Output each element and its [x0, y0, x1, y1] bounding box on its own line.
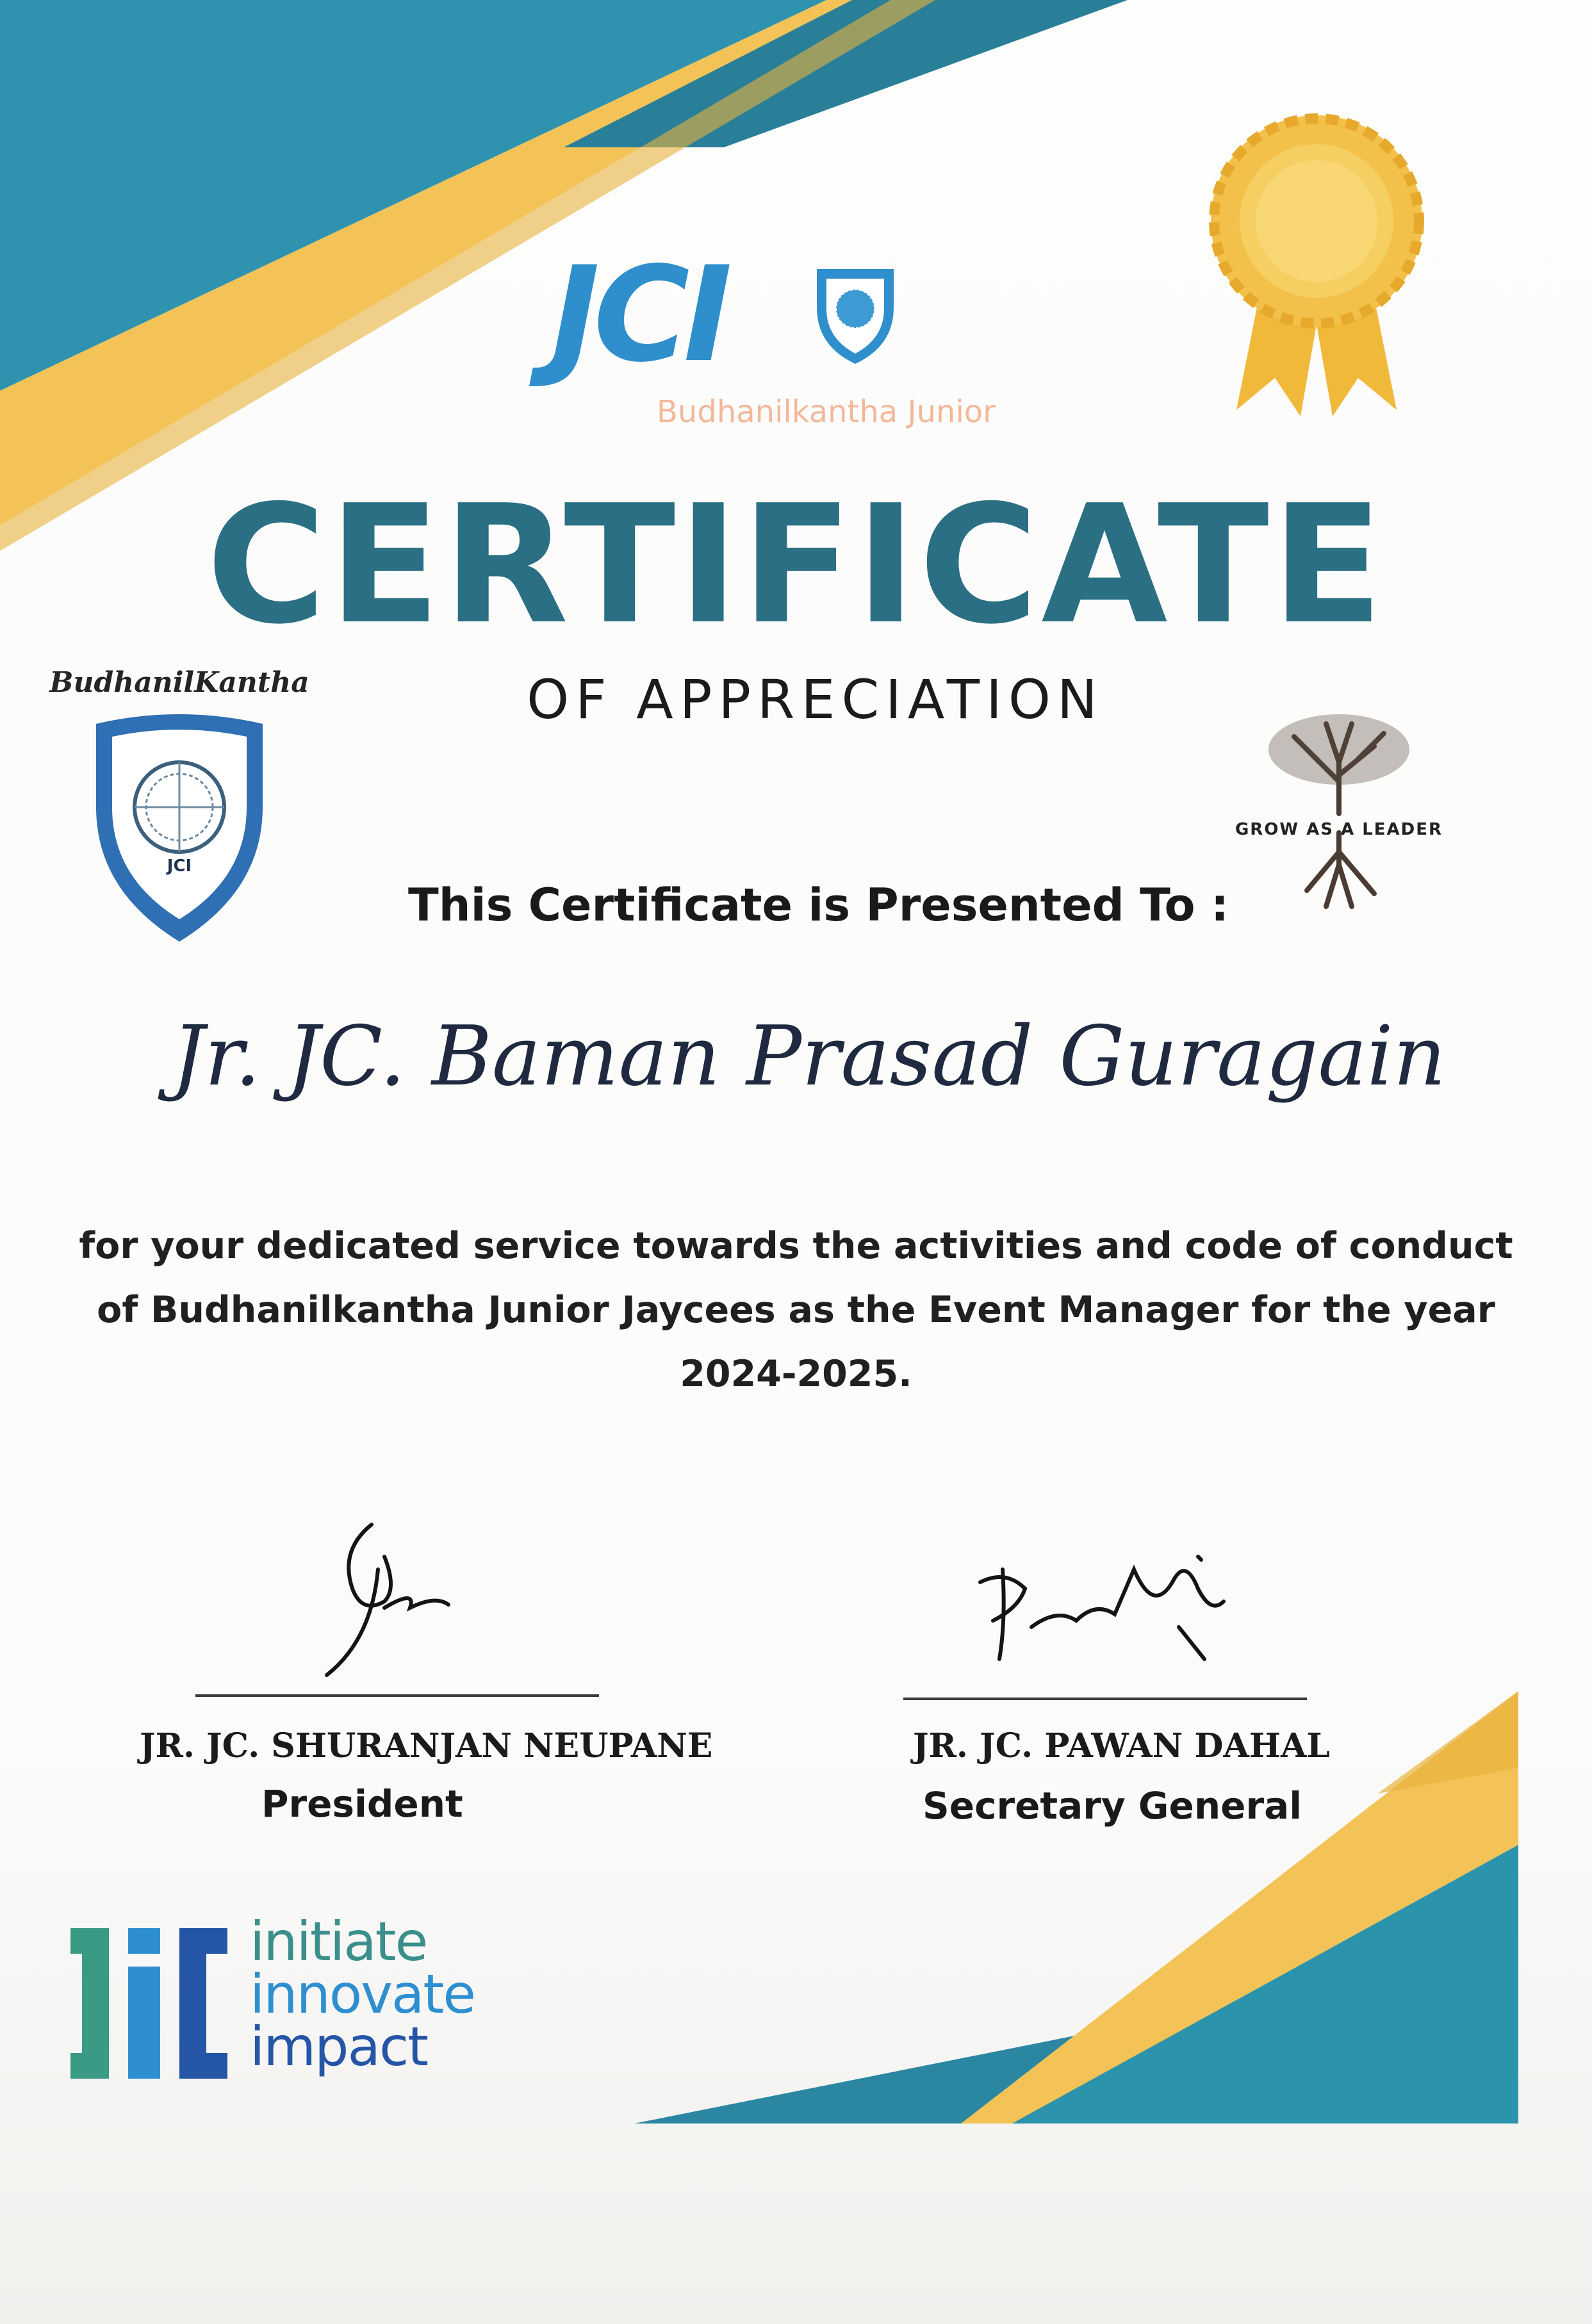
secretary-name: JR. JC. PAWAN DAHAL [913, 1726, 1330, 1765]
tagline-impact: impact [250, 2015, 428, 2078]
jci-shield-icon [810, 263, 900, 368]
recipient-name: Jr. JC. Baman Prasad Guragain [171, 1009, 1447, 1104]
secretary-title: Secretary General [923, 1784, 1302, 1828]
secretary-signature [967, 1531, 1249, 1678]
budhanilkantha-logo-text: BudhanilKantha [49, 666, 309, 699]
tagline [250, 1910, 475, 2078]
award-ribbon-icon [1198, 109, 1435, 416]
president-title: President [261, 1782, 463, 1826]
jci-wordmark: JCI [551, 239, 726, 391]
tagline-initiate: initiate [250, 1910, 427, 1973]
president-signature [288, 1512, 493, 1691]
signature-line-president [195, 1694, 599, 1697]
appreciation-line-2: of Budhanilkantha Junior Jaycees as the Event Manager for the year [97, 1289, 1495, 1331]
initiate-innovate-impact-logo [70, 1910, 532, 2107]
appreciation-line-1: for your dedicated service towards the activities and code of conduct [79, 1225, 1513, 1267]
jci-logo [551, 239, 1012, 442]
chapter-name: Budhanilkantha Junior [657, 394, 996, 430]
badge-label: JCI [167, 856, 192, 876]
certificate-title: CERTIFICATE [206, 470, 1386, 660]
tagline-innovate: innovate [250, 1963, 475, 2025]
signature-line-secretary [903, 1698, 1307, 1700]
appreciation-line-3: 2024-2025. [680, 1353, 912, 1395]
iii-mark-icon [70, 1922, 234, 2085]
president-name: JR. JC. SHURANJAN NEUPANE [140, 1726, 713, 1765]
grow-as-a-leader-text: GROW AS A LEADER [1235, 820, 1443, 839]
certificate-subtitle: OF APPRECIATION [527, 668, 1104, 731]
presented-to-label: This Certificate is Presented To : [408, 879, 1229, 931]
appreciation-text [77, 1214, 1515, 1406]
